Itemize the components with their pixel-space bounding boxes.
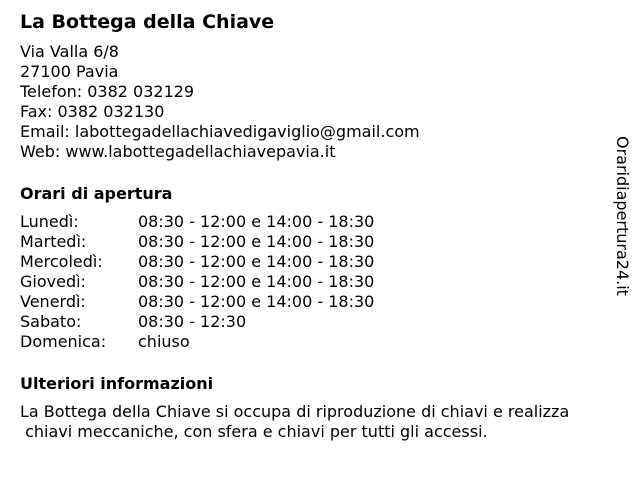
contact-block [20,42,610,162]
store-info-card [20,10,610,442]
hours-row-friday [20,292,610,312]
opening-hours-list [20,212,610,352]
city-line: 27100 Pavia [20,62,119,81]
more-info-heading: Ulteriori informazioni [20,374,214,393]
hours-time: 08:30 - 12:30 [138,312,247,331]
hours-row-tuesday [20,232,610,252]
hours-row-wednesday [20,252,610,272]
hours-time: 08:30 - 12:00 e 14:00 - 18:30 [138,292,375,311]
hours-time: 08:30 - 12:00 e 14:00 - 18:30 [138,232,375,251]
hours-day: Domenica: [20,332,107,351]
email-line: Email: labottegadellachiavedigaviglio@gmail.com [20,122,420,141]
hours-day: Mercoledì: [20,252,103,271]
hours-row-monday [20,212,610,232]
hours-row-thursday [20,272,610,292]
side-brand-watermark: Oraridiapertura24.it [613,136,632,296]
web-line: Web: www.labottegadellachiavepavia.it [20,142,336,161]
opening-hours-heading: Orari di apertura [20,184,173,203]
hours-day: Sabato: [20,312,82,331]
hours-day: Giovedì: [20,272,86,291]
hours-day: Martedì: [20,232,87,251]
business-name: La Bottega della Chiave [20,11,275,33]
hours-time: 08:30 - 12:00 e 14:00 - 18:30 [138,252,375,271]
hours-row-sunday [20,332,610,352]
hours-day: Lunedì: [20,212,79,231]
hours-time: 08:30 - 12:00 e 14:00 - 18:30 [138,212,375,231]
address-line: Via Valla 6/8 [20,42,119,61]
more-info-text: La Bottega della Chiave si occupa di riproduzione di chiavi e realizza chiavi meccaniche, con sfera e chiavi per tutti gli accessi. [20,402,570,441]
hours-day: Venerdì: [20,292,86,311]
phone-line: Telefon: 0382 032129 [20,82,195,101]
fax-line: Fax: 0382 032130 [20,102,165,121]
hours-time: 08:30 - 12:00 e 14:00 - 18:30 [138,272,375,291]
hours-time: chiuso [138,332,190,351]
hours-row-saturday [20,312,610,332]
